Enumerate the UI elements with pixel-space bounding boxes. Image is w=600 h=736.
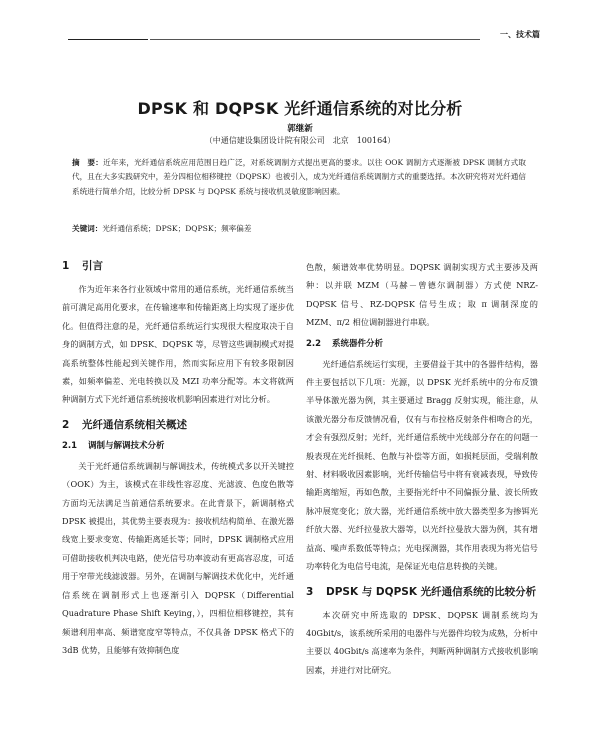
section-2-number: 2 [62, 418, 70, 431]
section-3-paragraph: 本次研究中所选取的 DPSK、DQPSK 调制系统均为 40Gbit/s，该系统所采用的电器件与光器件均较为成熟，分析中主要以 40Gbit/s 高速率为条件，判断两种调制方式接收机影响因素，并进行对比研究。 [306, 609, 538, 675]
abstract-text: 近年来，光纤通信系统应用范围日趋广泛，对系统调制方式提出更高的要求。以往 OOK 调制方式逐渐被 DPSK 调制方式取代，且在大多实践研究中，差分四相位相移键控（DQPSK）也被引入，成为光纤通信系统调制方式的重要选择。本次研究将对光纤通信系统进行简单介绍，比较分析 DPSK 与 DQPSK 系统与接收机灵敏度影响因素。 [72, 158, 527, 196]
section-2-2-heading [306, 337, 538, 352]
paper-title: DPSK 和 DQPSK 光纤通信系统的对比分析 [137, 99, 463, 118]
section-2-heading [62, 417, 294, 433]
abstract [72, 156, 526, 199]
section-2-1-heading [62, 439, 294, 454]
keywords-label: 关键词： [72, 224, 103, 233]
section-1-paragraph: 作为近年来各行业领域中常用的通信系统，光纤通信系统当前可满足高用化要求，在传输速率和传输距离上均实现了逐步优化。但值得注意的是，光纤通信系统运行实现很大程度取决于自身的调制方式，如 DPSK、DQPSK 等，尽管这些调制模式对提高系统整体性能起到关键作用，然而实际应用下有较多限制因素，如频率偏差、光电转换以及 MZI 功率分配等。本文将就两种调制方式下光纤通信系统接收机影响因素进行对比分析。 [62, 284, 294, 405]
section-2-title: 光纤通信系统相关概述 [82, 418, 187, 431]
paper-affiliation: （中通信建设集团设计院有限公司 北京 100164） [204, 136, 396, 145]
left-column [62, 258, 294, 659]
section-2-1-title: 调制与解调技术分析 [88, 440, 165, 451]
keywords [72, 223, 526, 234]
section-2-2-paragraph: 光纤通信系统运行实现，主要借益于其中的各器件结构，器件主要包括以下几项：光源，以 DPSK 光纤系统中的分布反馈半导体激光器为例，其主要通过 Bragg 反射实现，能注意，从该激光器分布反馈情况看，仅有与布拉格反射条件相吻合的光，才会有强烈反射；光纤，光纤通信系统中光线部分存在的问题一般表现在光纤损耗、色散与补偿等方面，如损耗层面，受瑞利散射、材料吸收因素影响，光纤传输信号中将有衰减表现，导致传输距离缩短，再如色散，主要指光纤中不同偏振分量、波长所致脉冲展宽变化；放大器，光纤通信系统中放大器类型多为掺铒光纤放大器、光纤拉曼放大器等，以光纤拉曼放大器为例，其有增益高、噪声系数低等特点；光电探测器，其作用表现为将光信号功率转化为电信号电流，是保证光电信息转换的关键。 [306, 358, 538, 572]
section-3-title: DPSK 与 DQPSK 光纤通信系统的比较分析 [326, 585, 537, 598]
paper-author: 郭继新 [287, 124, 313, 134]
section-1-number: 1 [62, 260, 70, 272]
header-rule-thin [150, 39, 480, 40]
header-section-tag: 一、技术篇 [500, 30, 540, 39]
section-2-2-number: 2.2 [306, 338, 322, 349]
section-2-2-title: 系统器件分析 [332, 338, 384, 349]
section-2-1-continued-paragraph: 色散，频谱效率优势明显。DQPSK 调制实现方式主要涉及两种：以并联 MZM（马赫－曾德尔调制器）方式使 NRZ-DQPSK 信号、RZ-DQPSK 信号生成；取 π 调制深度的 MZM、π/2 相位调制器进行串联。 [306, 262, 538, 328]
abstract-label: 摘 要： [72, 158, 104, 167]
section-3-number: 3 [306, 585, 314, 598]
section-2-1-number: 2.1 [62, 440, 78, 451]
section-1-title: 引言 [82, 260, 103, 272]
section-2-1-paragraph: 关于光纤通信系统调制与解调技术，传统模式多以开关键控（OOK）为主，该模式在非线性容忍度、光滤波、色度色散等方面均无法满足当前通信系统要求。在此背景下，新调制格式 DPSK 被提出，其优势主要表现为：接收机结构简单、在激光器线宽上要求变宽、传输距离延长等；同时，DPSK 调制格式应用可借助接收机判决电路，使光信号功率波动有更高容忍度，可适用于窄带光线滤波器。另外，在调制与解调技术优化中，光纤通信系统在调制形式上也逐渐引入 DQPSK（Differential Quadrature Phase Shift Keying，），四相位相移键控，其有频谱利用率高、频谱宽度窄等特点，不仅具备 DPSK 格式下的 3dB 优势，且能够有效抑制色度 [62, 460, 294, 655]
right-column [306, 258, 538, 679]
section-3-heading [306, 584, 538, 600]
header-rule-thick [68, 39, 148, 40]
section-1-heading [62, 258, 294, 274]
keywords-text: 光纤通信系统；DPSK；DQPSK；频率偏差 [102, 224, 252, 233]
